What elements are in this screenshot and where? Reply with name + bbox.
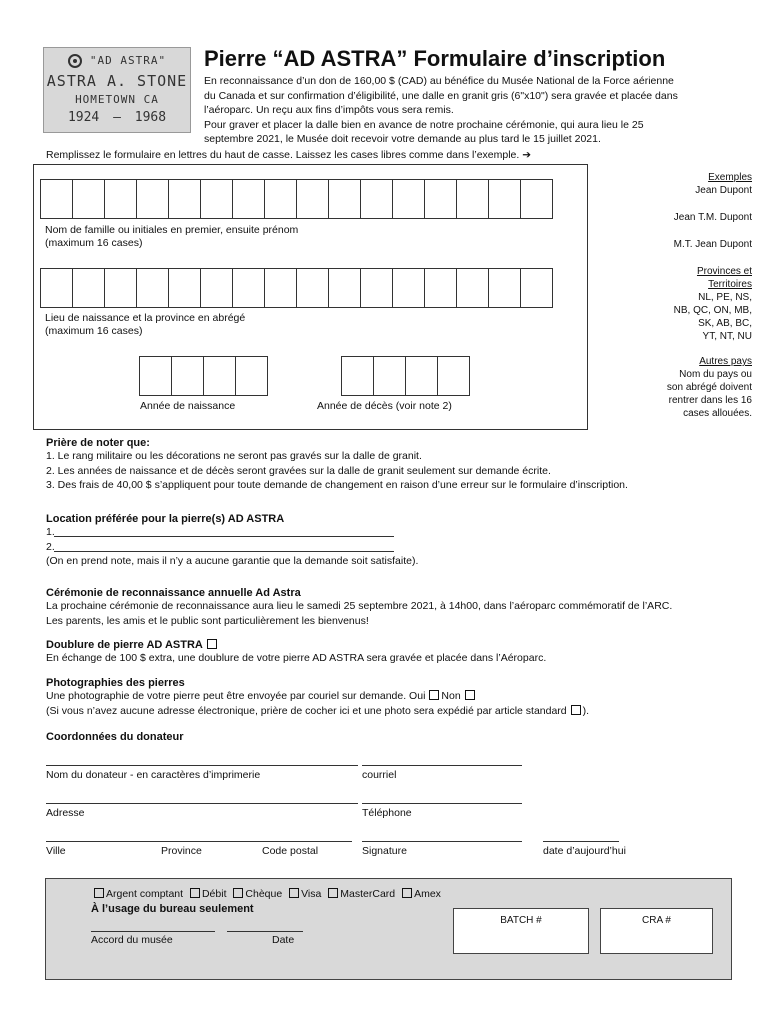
- examples-title: Exemples: [708, 172, 752, 183]
- signature-label: Signature: [362, 845, 407, 857]
- cash-checkbox[interactable]: [94, 888, 104, 898]
- name-label-text: Nom de famille ou initiales en premier, ensuite prénom: [45, 224, 299, 236]
- other-countries-text: cases allouées.: [683, 408, 752, 419]
- plaque-line-2: ASTRA A. STONE: [46, 72, 188, 90]
- intro-line: l’aéroparc. Un reçu aux fins d’impôts vous sera remis.: [204, 104, 454, 116]
- phone-label: Téléphone: [362, 807, 412, 819]
- other-countries-text: son abrégé doivent: [666, 382, 752, 393]
- page-title: Pierre “AD ASTRA” Formulaire d’inscription: [204, 46, 666, 71]
- plaque-line-3: HOMETOWN CA: [75, 93, 159, 106]
- location-1-input[interactable]: [54, 536, 394, 537]
- payment-methods: [90, 887, 441, 902]
- other-countries-title: Autres pays: [699, 356, 752, 367]
- other-countries-text: rentrer dans les 16: [668, 395, 752, 406]
- place-label-text: Lieu de naissance et la province en abrégé: [45, 312, 246, 324]
- duplicate-section: [46, 639, 546, 666]
- date-input[interactable]: [543, 841, 619, 842]
- death-year-label: Année de décès (voir note 2): [317, 400, 452, 412]
- territories-title: Territoires: [708, 279, 752, 290]
- intro-line: En reconnaissance d’un don de 160,00 $ (CAD) au bénéfice du Musée National de la Force aérienne: [204, 75, 674, 87]
- intro-text: [204, 74, 734, 147]
- engraving-entry-box: [33, 164, 588, 430]
- example-2: Jean T.M. Dupont: [673, 212, 752, 223]
- visa-label: Visa: [301, 888, 322, 900]
- intro-line: du Canada et sur confirmation d’éligibilité, une dalle en granit gris (6"x10") sera gravée et placée dans: [204, 89, 678, 102]
- location-2-label: 2.: [46, 540, 55, 553]
- location-2-input[interactable]: [54, 551, 394, 552]
- cra-label: CRA #: [642, 915, 671, 926]
- ceremony-text-2: Les parents, les amis et le public sont particulièrement les bienvenus!: [46, 614, 369, 627]
- photos-section: [46, 677, 589, 718]
- phone-input[interactable]: [362, 803, 522, 804]
- cheque-checkbox[interactable]: [233, 888, 243, 898]
- death-year-cells[interactable]: [341, 356, 470, 396]
- province-list: YT, NT, NU: [702, 331, 752, 342]
- notes-title: Prière de noter que:: [46, 437, 150, 449]
- mastercard-checkbox[interactable]: [328, 888, 338, 898]
- visa-checkbox[interactable]: [289, 888, 299, 898]
- address-label: Adresse: [46, 807, 85, 819]
- today-date-label: date d’aujourd’hui: [543, 845, 626, 857]
- ceremony-text-1: La prochaine cérémonie de reconnaissance aura lieu le samedi 25 septembre 2021, à 14h00, dans l’aéroparc commémoratif de l’ARC.: [46, 600, 673, 612]
- office-date-input[interactable]: [227, 931, 303, 932]
- office-use-title: À l’usage du bureau seulement: [91, 903, 254, 915]
- duplicate-title: Doublure de pierre AD ASTRA: [46, 639, 203, 651]
- office-use-box: [45, 878, 732, 980]
- name-max-text: (maximum 16 cases): [45, 237, 143, 249]
- other-countries-text: Nom du pays ou: [679, 369, 752, 380]
- photo-no-label: Non: [441, 690, 461, 702]
- batch-box[interactable]: [453, 908, 589, 954]
- amex-checkbox[interactable]: [402, 888, 412, 898]
- birthplace-cells[interactable]: [40, 268, 553, 308]
- examples-panel: [667, 171, 752, 420]
- postal-code-label: Code postal: [262, 845, 319, 857]
- cra-box[interactable]: [600, 908, 713, 954]
- donor-name-label: Nom du donateur - en caractères d’imprimerie: [46, 769, 261, 781]
- office-date-label: Date: [272, 934, 295, 946]
- approval-input[interactable]: [91, 931, 215, 932]
- birthplace-field-label: [45, 312, 245, 338]
- amex-label: Amex: [414, 888, 441, 900]
- cheque-label: Chèque: [245, 888, 283, 900]
- duplicate-checkbox[interactable]: [207, 639, 217, 649]
- example-1: Jean Dupont: [695, 185, 752, 196]
- city-province-postal-input[interactable]: [46, 841, 352, 842]
- photos-text-1: Une photographie de votre pierre peut être envoyée par couriel sur demande. Oui: [46, 690, 426, 702]
- province-list: NB, QC, ON, MB,: [673, 305, 752, 316]
- name-field-label: [45, 224, 298, 250]
- provinces-title: Provinces et: [696, 266, 752, 277]
- name-cells[interactable]: [40, 179, 553, 219]
- email-input[interactable]: [362, 765, 522, 766]
- location-section: [46, 513, 446, 569]
- duplicate-text: En échange de 100 $ extra, une doublure de votre pierre AD ASTRA sera gravée et placée dans l’Aéroparc.: [46, 652, 547, 664]
- mastercard-label: MasterCard: [340, 888, 396, 900]
- intro-line: Pour graver et placer la dalle bien en avance de notre prochaine cérémonie, qui aura lieu le 25: [204, 118, 644, 131]
- photo-yes-checkbox[interactable]: [429, 690, 439, 700]
- ceremony-section: [46, 587, 672, 628]
- photos-text-2-end: ).: [582, 704, 590, 717]
- signature-input[interactable]: [362, 841, 522, 842]
- province-list: SK, AB, BC,: [698, 318, 752, 329]
- address-input[interactable]: [46, 803, 358, 804]
- donor-title: Coordonnées du donateur: [46, 731, 184, 743]
- batch-label: BATCH #: [500, 915, 542, 926]
- birth-year-label: Année de naissance: [140, 400, 236, 412]
- fill-instruction: Remplissez le formulaire en lettres du haut de casse. Laissez les cases libres comme dans l’exemple. ➔: [46, 149, 532, 161]
- debit-label: Débit: [201, 888, 227, 900]
- note-2: 2. Les années de naissance et de décès seront gravées sur la dalle de granit seulement sur demande écrite.: [46, 464, 551, 477]
- photo-mail-checkbox[interactable]: [571, 705, 581, 715]
- location-title: Location préférée pour la pierre(s) AD ASTRA: [46, 513, 285, 525]
- sample-plaque-image: [43, 47, 191, 133]
- note-3: 3. Des frais de 40,00 $ s’appliquent pour toute demande de changement en raison d’une erreur sur le formulaire d’inscription.: [46, 479, 628, 491]
- location-note: (On en prend note, mais il n’y a aucune garantie que la demande soit satisfaite).: [46, 555, 419, 567]
- plaque-emblem-icon: [68, 54, 82, 68]
- ceremony-title: Cérémonie de reconnaissance annuelle Ad Astra: [46, 587, 301, 599]
- notes-section: [46, 437, 628, 493]
- province-label: Province: [161, 845, 202, 857]
- approval-label: Accord du musée: [91, 934, 173, 946]
- donor-name-input[interactable]: [46, 765, 358, 766]
- birth-year-cells[interactable]: [139, 356, 268, 396]
- debit-checkbox[interactable]: [190, 888, 200, 898]
- example-3: M.T. Jean Dupont: [673, 239, 752, 250]
- cash-label: Argent comptant: [106, 888, 184, 900]
- photo-no-checkbox[interactable]: [465, 690, 475, 700]
- city-label: Ville: [46, 845, 66, 857]
- plaque-line-1: "AD ASTRA": [89, 54, 167, 67]
- note-1: 1. Le rang militaire ou les décorations ne seront pas gravés sur la dalle de granit.: [46, 450, 422, 462]
- intro-line: septembre 2021, le Musée doit recevoir votre demande au plus tard le 15 juillet 2021.: [204, 133, 601, 145]
- photos-title: Photographies des pierres: [46, 677, 185, 689]
- email-label: courriel: [362, 769, 397, 781]
- province-list: NL, PE, NS,: [698, 292, 752, 303]
- location-1-label: 1.: [46, 526, 55, 538]
- plaque-line-4: 1924 — 1968: [67, 110, 167, 125]
- place-max-text: (maximum 16 cases): [45, 325, 143, 337]
- photos-text-2: (Si vous n’avez aucune adresse électronique, prière de cocher ici et une photo sera expédié par article standard: [46, 704, 567, 717]
